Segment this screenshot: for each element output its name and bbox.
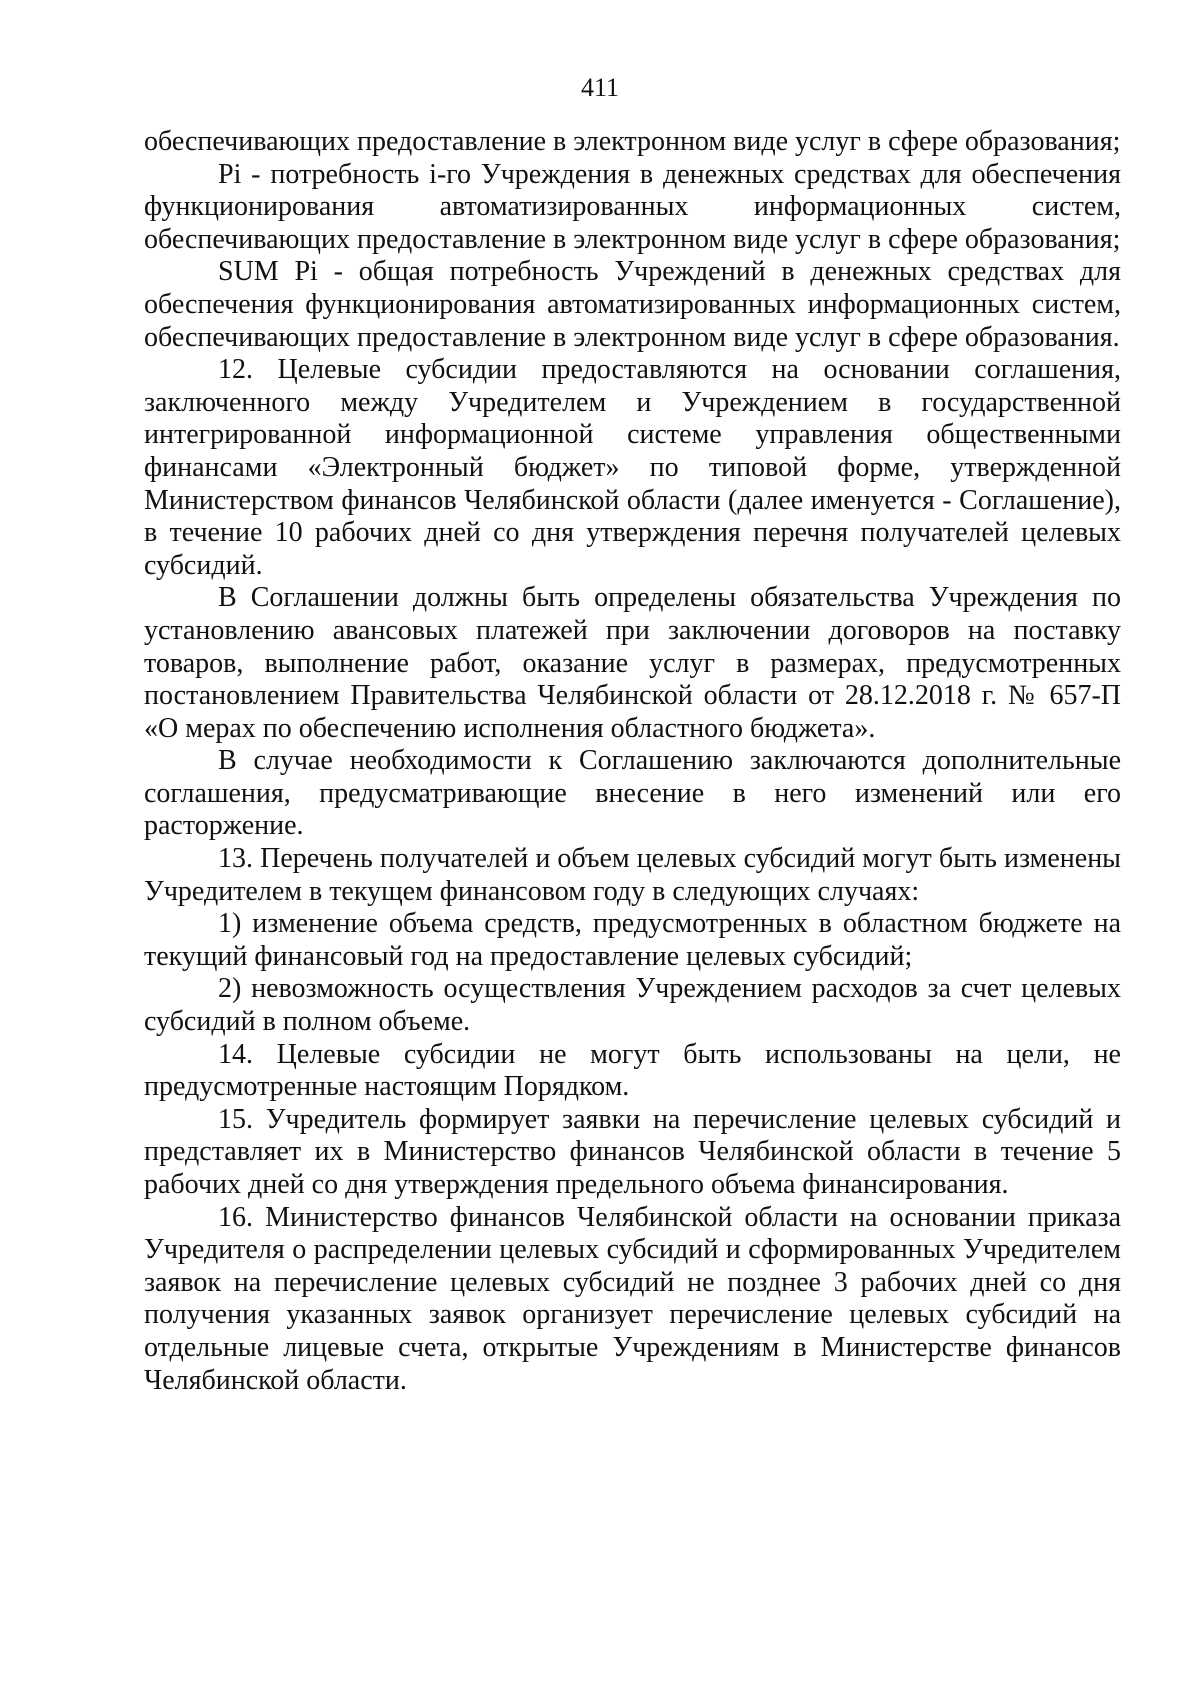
paragraph-11: 15. Учредитель формирует заявки на перечисление целевых субсидий и представляет их в Министерство финансов Челябинской области в течение 5 рабочих дней со дня утверждения предельного объема финансирования. bbox=[144, 1103, 1121, 1200]
paragraph-10: 14. Целевые субсидии не могут быть использованы на цели, не предусмотренные настоящим Порядком. bbox=[144, 1038, 1121, 1103]
paragraph-6: В случае необходимости к Соглашению заключаются дополнительные соглашения, предусматривающие внесение в него изменений или его расторжение. bbox=[144, 745, 1121, 842]
paragraph-5: В Соглашении должны быть определены обязательства Учреждения по установлению авансовых платежей при заключении договоров на поставку товаров, выполнение работ, оказание услуг в размерах, предусмотренных постановлением Правительства Челябинской области от 28.12.2018 г. № 657-П «О мерах по обеспечению исполнения областного бюджета». bbox=[144, 582, 1121, 744]
paragraph-3: SUM Pi - общая потребность Учреждений в денежных средствах для обеспечения функционирования автоматизированных информационных систем, обеспечивающих предоставление в электронном виде услуг в сфере образования. bbox=[144, 256, 1121, 353]
paragraph-1: обеспечивающих предоставление в электронном виде услуг в сфере образования; bbox=[144, 126, 1121, 157]
paragraph-4: 12. Целевые субсидии предоставляются на основании соглашения, заключенного между Учредителем и Учреждением в государственной интегрированной информационной системе управления общественными финансами «Электронный бюджет» по типовой форме, утвержденной Министерством финансов Челябинской области (далее именуется - Соглашение), в течение 10 рабочих дней со дня утверждения перечня получателей целевых субсидий. bbox=[144, 354, 1121, 581]
paragraph-8: 1) изменение объема средств, предусмотренных в областном бюджете на текущий финансовый год на предоставление целевых субсидий; bbox=[144, 908, 1121, 972]
paragraph-2: Pi - потребность i-го Учреждения в денежных средствах для обеспечения функционирования автоматизированных информационных систем, обеспечивающих предоставление в электронном виде услуг в сфере образования; bbox=[144, 158, 1121, 255]
paragraph-12: 16. Министерство финансов Челябинской области на основании приказа Учредителя о распределении целевых субсидий и сформированных Учредителем заявок на перечисление целевых субсидий не позднее 3 рабочих дней со дня получения указанных заявок организует перечисление целевых субсидий на отдельные лицевые счета, открытые Учреждениям в Министерстве финансов Челябинской области. bbox=[144, 1201, 1121, 1396]
document-body bbox=[144, 126, 1121, 1397]
paragraph-7: 13. Перечень получателей и объем целевых субсидий могут быть изменены Учредителем в текущем финансовом году в следующих случаях: bbox=[144, 843, 1121, 907]
page-number: 411 bbox=[580, 73, 620, 102]
paragraph-9: 2) невозможность осуществления Учреждением расходов за счет целевых субсидий в полном объеме. bbox=[144, 973, 1121, 1038]
